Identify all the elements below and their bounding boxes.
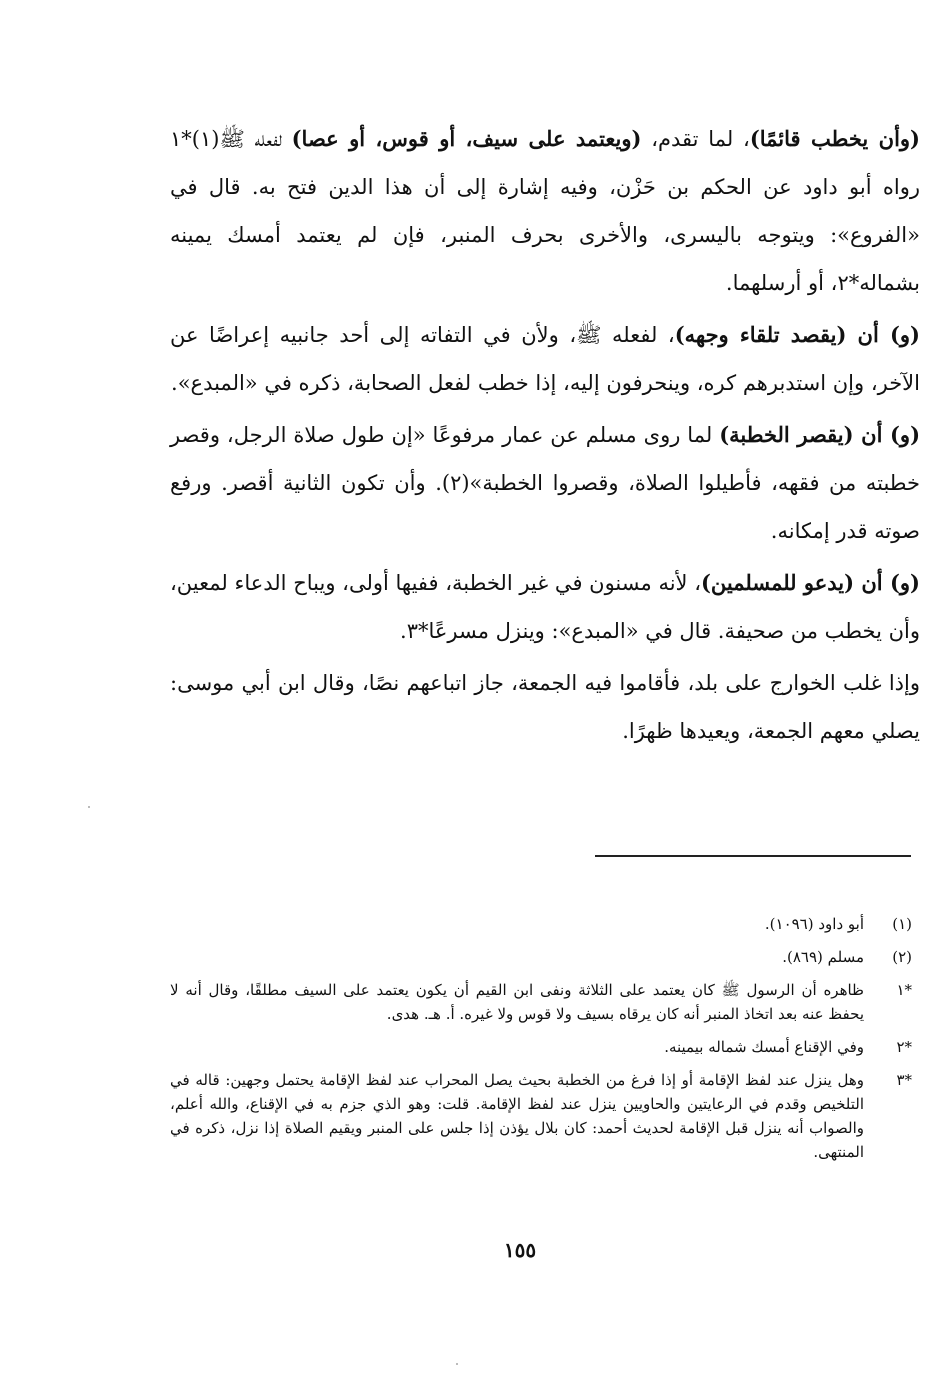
footnote-item: [170, 912, 912, 936]
paragraph-5: [170, 659, 920, 755]
scan-speck: [456, 1363, 458, 1365]
footnote-number: *٢: [896, 1038, 912, 1056]
footnote-text: أبو داود (١٠٩٦).: [764, 915, 864, 933]
footnote-item: [170, 945, 912, 969]
footnote-number: *١: [896, 981, 912, 999]
bold-phrase: (و) أن (يقصر الخطبة): [719, 422, 921, 447]
footnote-item: [170, 1035, 912, 1059]
footnote-number: (١): [892, 915, 912, 933]
text-run: ، لما تقدم،: [641, 127, 750, 151]
page-number: ١٥٥: [503, 1238, 537, 1262]
bold-phrase: (ويعتمد على سيف، أو قوس، أو عصا): [291, 126, 642, 151]
footnote-text: مسلم (٨٦٩).: [782, 948, 864, 966]
footnote-text: وفي الإقناع أمسك شماله بيمينه.: [664, 1038, 864, 1056]
bold-phrase: (وأن يخطب قائمًا): [749, 126, 920, 151]
footnote-divider: [595, 855, 911, 857]
footnote-text: ظاهره أن الرسول ﷺ كان يعتمد على الثلاثة ونفى ابن القيم أن يكون يعتمد على السيف مطلقًا، وقال أنه لا يحفظ عنه بعد اتخاذ المنبر أنه كان يرقاه بسيف ولا قوس ولا غيره. أ. هـ. هدى.: [170, 981, 864, 1023]
paragraph-3: [170, 411, 920, 555]
footnotes: [170, 912, 912, 1173]
scan-speck: [88, 806, 90, 808]
text-run: لما روى مسلم عن عمار مرفوعًا «إن طول صلاة الرجل، وقصر خطبته من فقهه، فأطيلوا الصلاة، وقصروا الخطبة»(٢). وأن تكون الثانية أقصر. ورفع صوته قدر إمكانه.: [170, 423, 920, 543]
footnote-item: [170, 978, 912, 1026]
paragraph-4: [170, 559, 920, 655]
text-run: لفعله ﷺ(١)*١ رواه أبو داود عن الحكم بن حَزْن، وفيه إشارة إلى أن هذا الدين فتح به. قال في «الفروع»: ويتوجه باليسرى، والأخرى بحرف المنبر، فإن لم يعتمد أمسك يمينه بشماله*٢، أو أرسلهما.: [170, 127, 920, 295]
paragraph-2: [170, 311, 920, 407]
bold-phrase: (و) أن (يدعو للمسلمين): [700, 570, 920, 595]
text-run: ، لأنه مسنون في غير الخطبة، ففيها أولى، ويباح الدعاء لمعين، وأن يخطب من صحيفة. قال في «المبدع»: وينزل مسرعًا*٣.: [170, 571, 920, 643]
footnote-text: وهل ينزل عند لفظ الإقامة أو إذا فرغ من الخطبة بحيث يصل المحراب عند لفظ الإقامة يحتمل وجهين: قاله في التلخيص وقدم في الرعايتين والحاويين ينزل عند لفظ الإقامة. قلت: وهو الذي جزم به في الإقناع، والله أعلم، والصواب أنه ينزل قبل الإقامة لحديث أحمد: كان بلال يؤذن إذا جلس على المنبر ويقيم الصلاة إذا نزل، ذكره في المنتهى.: [170, 1071, 864, 1161]
footnote-item: [170, 1068, 912, 1164]
footnote-number: (٢): [892, 948, 912, 966]
text-run: وإذا غلب الخوارج على بلد، فأقاموا فيه الجمعة، جاز اتباعهم نصًا، وقال ابن أبي موسى: يصلي معهم الجمعة، ويعيدها ظهرًا.: [170, 671, 920, 743]
bold-phrase: (و) أن (يقصد تلقاء وجهه): [674, 322, 920, 347]
main-text: [170, 115, 920, 755]
paragraph-1: [170, 115, 920, 307]
footnote-number: *٣: [896, 1071, 912, 1089]
text-run: ، لفعله ﷺ، ولأن في التفاته إلى أحد جانبيه إعراضًا عن الآخر، وإن استدبرهم كره، وينحرفون إليه، إذا خطب لفعل الصحابة، ذكره في «المبدع».: [170, 323, 920, 395]
